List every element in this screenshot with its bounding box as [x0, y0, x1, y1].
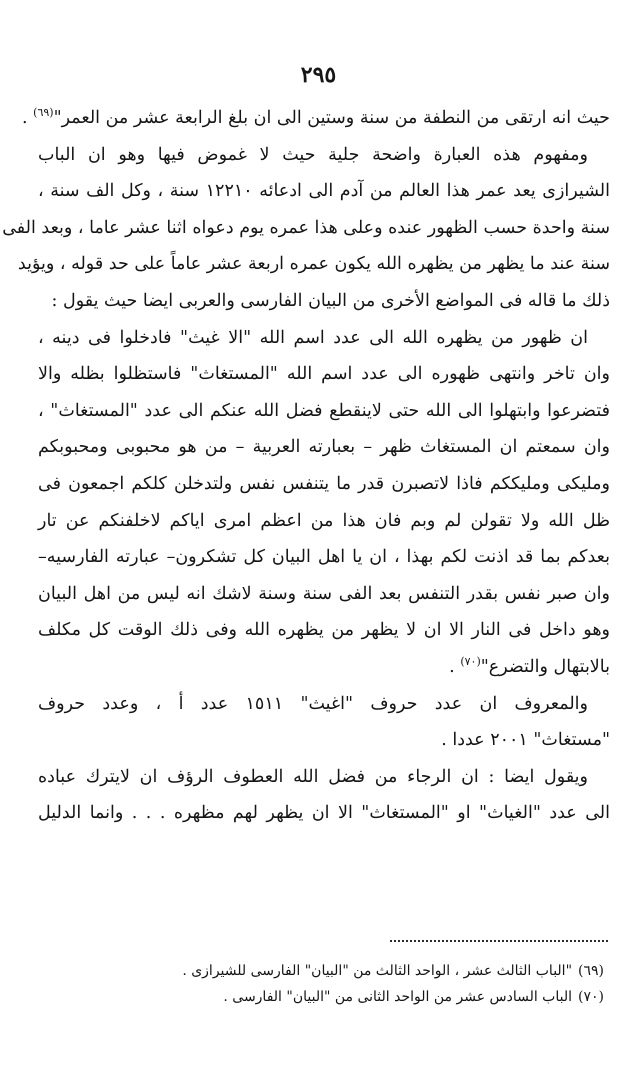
footnote-69 — [38, 958, 610, 984]
text-line-8: وان تاخر وانتهى ظهوره الى عدد اسم الله "المستغاث" فاستظلوا بظله والا — [38, 364, 610, 385]
text-line-12: ظل الله ولا تقولن لم وبم فان هذا من اعظم امرى اياكم لاخلفنكم عن تار — [38, 510, 610, 531]
text-line-17: والمعروف ان عدد حروف "اغيث" ١٥١١ عدد أ ، وعدد حروف — [38, 693, 588, 714]
footnote-number: (٦٩) — [578, 963, 604, 979]
body-text — [2, 100, 610, 832]
line-text: بالابتهال والتضرع" — [480, 656, 610, 677]
text-line-10: وان سمعتم ان المستغاث ظهر – بعبارته العربية – من هو محبوبى ومحبوبكم — [38, 437, 610, 458]
text-line-9: فتضرعوا وابتهلوا الى الله حتى لاينقطع فضل الله عنكم الى عدد "المستغاث" ، — [38, 400, 610, 421]
text-line-2: ومفهوم هذه العبارة واضحة جلية حيث لا غموض فيها وهو ان الباب — [38, 144, 588, 165]
line-punct: . — [22, 108, 34, 128]
text-line-14: وان صبر نفس بقدر التنفس بعد الفى سنة وسنة لاشك انه ليس من اهل البيان — [38, 583, 610, 604]
footnote-ref-70: (٧٠) — [460, 655, 481, 669]
text-line-11: ومليكى ومليككم فاذا لاتصبرن قدر ما يتنفس نفس ولتدخلن كلكم اجمعون فى — [38, 473, 610, 494]
text-line-20: الى عدد "الغياث" او "المستغاث" الا ان يظهر لهم مظهره . . . وانما الدليل — [38, 803, 610, 824]
text-line-13: بعدكم بما قد اذنت لكم بهذا ، ان يا اهل البيان كل تشكرون– عبارته الفارسيه– — [38, 547, 610, 568]
footnote-number: (٧٠) — [578, 989, 604, 1005]
text-line-18: "مستغاث" ٢٠٠١ عددا . — [441, 730, 610, 751]
footnote-70 — [38, 984, 610, 1010]
text-line-3: الشيرازى يعد عمر هذا العالم من آدم الى ادعائه ١٢٢١٠ سنة ، وكل الف سنة ، — [38, 181, 610, 202]
page-number: ٢٩٥ — [300, 62, 337, 88]
text-line-5: سنة عند ما يظهر من يظهره الله يكون عمره اربعة عشر عاماً على حد قوله ، ويؤيد — [17, 254, 610, 275]
line-text: حيث انه ارتقى من النطفة من سنة وستين الى ان بلغ الرابعة عشر من العمر" — [53, 108, 610, 128]
text-line-4: سنة واحدة حسب الظهور عنده وعلى هذا عمره يوم دعواه اثنا عشر عاما ، وبعد الفى — [2, 217, 610, 238]
footnote-text: الباب السادس عشر من الواحد الثانى من "البيان" الفارسى . — [223, 989, 573, 1005]
text-line-16 — [38, 649, 610, 686]
text-line-19: ويقول ايضا : ان الرجاء من فضل الله العطوف الرؤف ان لايترك عباده — [38, 766, 588, 787]
footnote-ref-69: (٦٩) — [33, 106, 54, 120]
text-line-1 — [22, 100, 610, 137]
text-line-6: ذلك ما قاله فى المواضع الأخرى من البيان الفارسى والعربى ايضا حيث يقول : — [51, 290, 610, 311]
footnote-divider — [390, 940, 608, 942]
text-line-15: وهو داخل فى النار الا ان لا يظهر من يظهره الله وفى ذلك الوقت كل مكلف — [38, 620, 610, 641]
text-line-7: ان ظهور من يظهره الله الى عدد اسم الله "الا غيث" فادخلوا فى دينه ، — [38, 327, 588, 348]
footnotes — [38, 958, 610, 1010]
footnote-text: "الباب الثالث عشر ، الواحد الثالث من "البيان" الفارسى للشيرازى . — [182, 963, 573, 979]
line-punct: . — [449, 656, 461, 677]
